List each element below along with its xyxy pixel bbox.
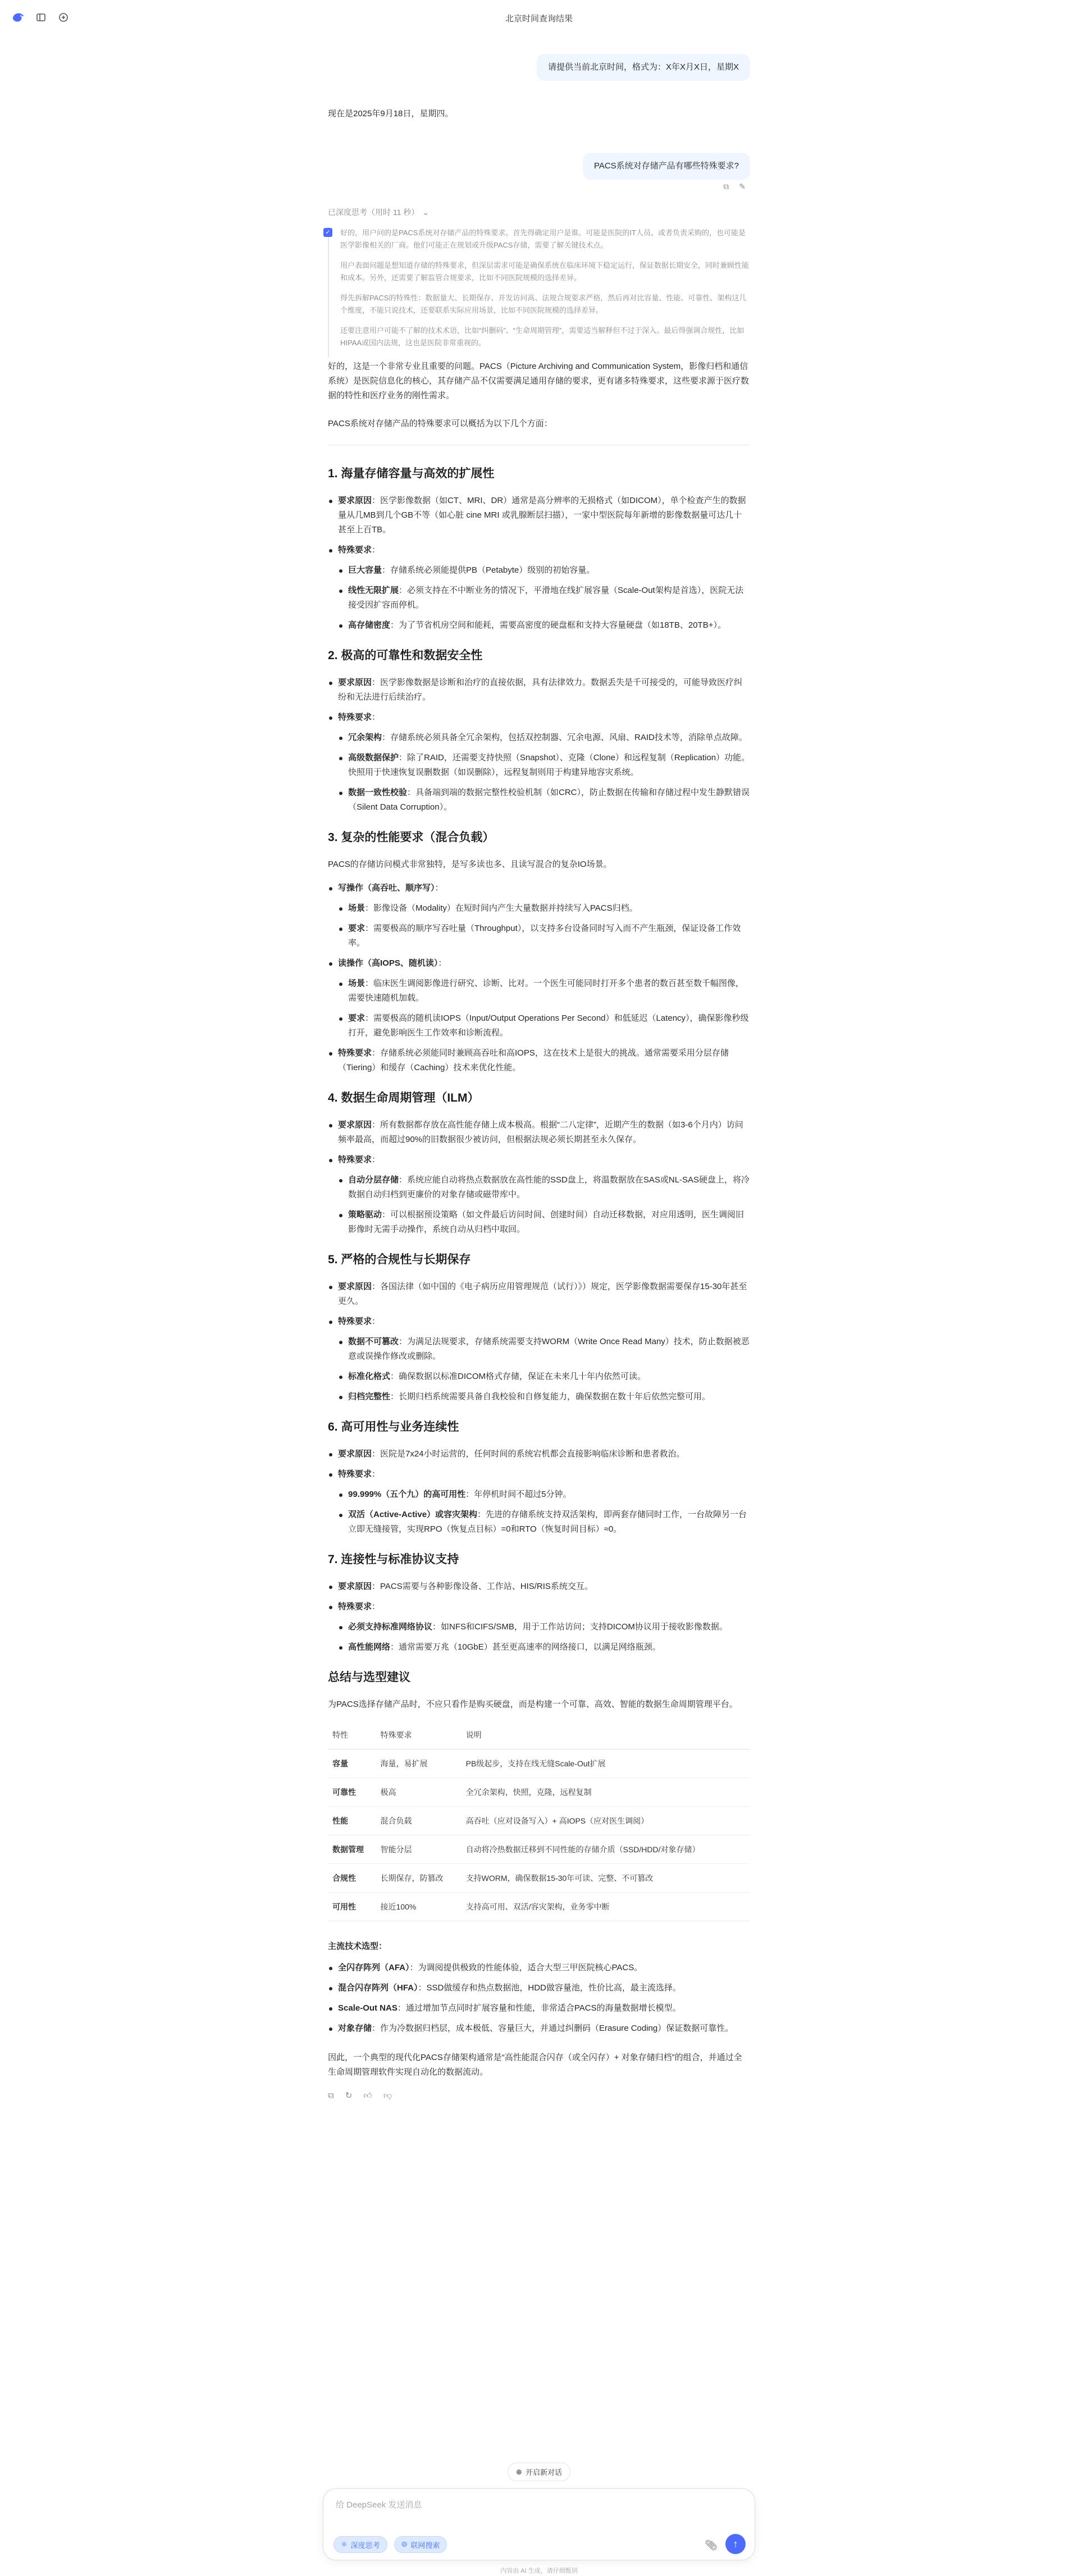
copy-icon[interactable]: ⧉ — [328, 2091, 334, 2100]
send-button[interactable] — [725, 2534, 746, 2554]
list-item: 标准化格式：确保数据以标准DICOM格式存储，保证在未来几十年内依然可读。 — [338, 1369, 750, 1384]
list-item: 归档完整性：长期归档系统需要具备自我校验和自修复能力，确保数据在数十年后依然完整可用。 — [338, 1390, 750, 1404]
list-item: 要求原因：各国法律（如中国的《电子病历应用管理规范（试行）》）规定，医学影像数据需要保存15-30年甚至更久。 — [328, 1280, 750, 1309]
column-header: 说明 — [462, 1721, 750, 1750]
list-item: 特殊要求： 99.999%（五个九）的高可用性：年停机时间不超过5分钟。 双活（Active-Active）或容灾架构：先进的存储系统支持双活架构，即两套存储同时工作，一台故障另一台立即无缝接管，实现RPO（恢复点目标）=0和RTO（恢复时间目标）≈0。 — [328, 1467, 750, 1537]
section-heading: 6. 高可用性与业务连续性 — [328, 1421, 459, 1433]
list-item: 场景：临床医生调阅影像进行研究、诊断、比对。一个医生可能同时打开多个患者的数百甚至数千幅图像，需要快速随机加载。 — [338, 976, 750, 1006]
list-item: 策略驱动：可以根据预设策略（如文件最后访问时间、创建时间）自动迁移数据，对应用透明，医生调阅旧影像时无需手动操作，系统自动从归档中取回。 — [338, 1208, 750, 1237]
list-item: 要求原因：PACS需要与各种影像设备、工作站、HIS/RIS系统交互。 — [328, 1579, 750, 1594]
thumbs-down-icon[interactable]: 👎︎ — [383, 2091, 392, 2100]
section-heading: 总结与选型建议 — [328, 1671, 410, 1684]
list-item: 要求：需要极高的随机读IOPS（Input/Output Operations Per Second）和低延迟（Latency），确保影像秒级打开，避免影响医生工作效率和诊断流程。 — [338, 1011, 750, 1040]
list-item: 全闪存阵列（AFA）：为调阅提供极致的性能体验，适合大型三甲医院核心PACS。 — [328, 1961, 750, 1975]
new-chat-icon: ⊕ — [516, 2467, 522, 2476]
list-item: Scale-Out NAS：通过增加节点同时扩展容量和性能，非常适合PACS的海量数据增长模型。 — [328, 2001, 750, 2016]
answer-intro: 好的，这是一个非常专业且重要的问题。PACS（Picture Archiving and Communication System，影像归档和通信系统）是医院信息化的核心，其存储产品不仅需要满足通用存储的要求，更有诸多特殊要求，这些要求源于医疗数据的特性和医疗业务的刚性需求。 — [328, 362, 750, 400]
column-header: 特殊要求 — [376, 1721, 462, 1750]
assistant-answer — [328, 359, 750, 2103]
page-title: 北京时间查询结果 — [505, 14, 573, 24]
deep-think-label: 深度思考 — [350, 2541, 380, 2550]
section-list — [328, 1118, 750, 1237]
ai-disclaimer: 内容由 AI 生成，请仔细甄别 — [500, 2568, 578, 2574]
copy-icon[interactable]: ⧉ — [723, 182, 729, 191]
regenerate-icon[interactable]: ↻ — [345, 2091, 353, 2100]
list-item: 写操作（高吞吐、顺序写）： 场景：影像设备（Modality）在短时间内产生大量数据并持续写入PACS归档。 要求：需要极高的顺序写吞吐量（Throughput），以支持多台设备同时写入而不产生瓶颈，保证设备工作效率。 — [328, 881, 750, 951]
section-heading: 2. 极高的可靠性和数据安全性 — [328, 649, 483, 662]
list-item: 高性能网络：通常需要万兆（10GbE）甚至更高速率的网络接口，以满足网络瓶颈。 — [338, 1640, 750, 1655]
new-chat-label: 开启新对话 — [525, 2468, 562, 2477]
table-row: 性能 混合负载 高吞吐（应对设备写入）+ 高IOPS（应对医生调阅） — [328, 1807, 750, 1835]
web-search-toggle[interactable] — [394, 2536, 447, 2553]
message-composer — [323, 2488, 755, 2560]
list-item: 混合闪存阵列（HFA）：SSD做缓存和热点数据池，HDD做容量池，性价比高，最主流选择。 — [328, 1981, 750, 1995]
section-list — [328, 881, 750, 1075]
list-item: 要求：需要极高的顺序写吞吐量（Throughput），以支持多台设备同时写入而不产生瓶颈，保证设备工作效率。 — [338, 921, 750, 951]
thinking-paragraph: 好的，用户问的是PACS系统对存储产品的特殊要求。首先得确定用户是谁。可能是医院的IT人员、或者负责采购的，也可能是医学影像相关的厂商。他们可能正在规划或升级PACS存储，需要了解关键技术点。 — [340, 229, 746, 249]
check-icon: ✓ — [323, 228, 332, 237]
assistant-message: 现在是2025年9月18日，星期四。 — [328, 109, 454, 118]
table-row: 数据管理 智能分层 自动将冷热数据迁移到不同性能的存储介质（SSD/HDD/对象存储） — [328, 1835, 750, 1864]
answer-lead: PACS系统对存储产品的特殊要求可以概括为以下几个方面： — [328, 419, 552, 428]
list-item: 特殊要求： 数据不可篡改：为满足法规要求，存储系统需要支持WORM（Write Once Read Many）技术，防止数据被恶意或误操作修改或删除。 标准化格式：确保数据以标准DICOM格式存储，保证在未来几十年内依然可读。 归档完整性：长期归档系统需要具备自我校验和自修复能力，确保数据在数十年后依然完整可用。 — [328, 1314, 750, 1404]
table-row: 可用性 接近100% 支持高可用、双活/容灾架构，业务零中断 — [328, 1893, 750, 1921]
section-heading: 4. 数据生命周期管理（ILM） — [328, 1091, 479, 1104]
chevron-down-icon: ⌄ — [422, 207, 430, 217]
list-item: 要求原因：所有数据都存放在高性能存储上成本极高。根据“二八定律”，近期产生的数据（如3-6个月内）访问频率最高，而超过90%的旧数据很少被访问，但根据法规必须长期甚至永久保存。 — [328, 1118, 750, 1147]
list-item: 双活（Active-Active）或容灾架构：先进的存储系统支持双活架构，即两套存储同时工作，一台故障另一台立即无缝接管，实现RPO（恢复点目标）=0和RTO（恢复时间目标）≈0。 — [338, 1508, 750, 1537]
paperclip-icon[interactable]: 📎︎ — [705, 2540, 718, 2551]
list-item: 要求原因：医学影像数据是诊断和治疗的直接依据，具有法律效力。数据丢失是千可接受的，可能导致医疗纠纷和无法进行后续治疗。 — [328, 675, 750, 705]
answer-closing: 因此，一个典型的现代化PACS存储架构通常是“高性能混合闪存（或全闪存）+ 对象存储归档”的组合，并通过全生命周期管理软件实现自动化的数据流动。 — [328, 2053, 742, 2077]
section-list — [328, 1280, 750, 1404]
user-message: PACS系统对存储产品有哪些特殊要求? — [583, 153, 750, 180]
tech-heading: 主流技术选型： — [328, 1942, 387, 1951]
thumbs-up-icon[interactable]: 👍︎ — [363, 2091, 372, 2100]
list-item: 数据一致性校验：具备端到端的数据完整性校验机制（如CRC），防止数据在传输和存储过程中发生静默错误（Silent Data Corruption）。 — [338, 785, 750, 815]
list-item: 高存储密度：为了节省机房空间和能耗，需要高密度的硬盘框和支持大容量硬盘（如18TB、20TB+）。 — [338, 618, 750, 633]
thinking-content — [325, 227, 750, 357]
list-item: 数据不可篡改：为满足法规要求，存储系统需要支持WORM（Write Once Read Many）技术，防止数据被恶意或误操作修改或删除。 — [338, 1335, 750, 1364]
section-heading: 3. 复杂的性能要求（混合负载） — [328, 831, 495, 844]
message-actions — [723, 182, 746, 191]
list-item: 冗余架构：存储系统必须具备全冗余架构，包括双控制器、冗余电源、风扇、RAID技术等，消除单点故障。 — [338, 730, 750, 745]
table-row: 可靠性 极高 全冗余架构，快照，克隆，远程复制 — [328, 1778, 750, 1807]
section-list — [328, 494, 750, 633]
section-list — [328, 675, 750, 815]
section-list — [328, 1447, 750, 1537]
list-item: 特殊要求：存储系统必须能同时兼顾高吞吐和高IOPS，这在技术上是很大的挑战。通常需要采用分层存储（Tiering）和缓存（Caching）技术来优化性能。 — [328, 1046, 750, 1075]
thinking-paragraph: 用户表面问题是想知道存储的特殊要求，但深层需求可能是确保系统在临床环境下稳定运行，保证数据长期安全，同时兼顾性能和成本。另外，还需要了解监管合规要求，比如不同医院规模的选择差异。 — [340, 261, 750, 282]
thinking-label: 已深度思考（用时 11 秒） — [328, 208, 419, 217]
section-list — [328, 1579, 750, 1655]
list-item: 要求原因：医学影像数据（如CT、MRI、DR）通常是高分辨率的无损格式（如DICOM），单个检查产生的数据量从几MB到几个GB不等（如心脏 cine MRI 或乳腺断层扫描），一家中型医院每年新增的影像数据量可达几十甚至上百TB。 — [328, 494, 750, 537]
list-item: 99.999%（五个九）的高可用性：年停机时间不超过5分钟。 — [338, 1487, 750, 1502]
list-item: 高级数据保护：除了RAID，还需要支持快照（Snapshot）、克隆（Clone）和远程复制（Replication）功能。快照用于快速恢复误删数据（如误删除），远程复制则用于构建异地容灾系统。 — [338, 751, 750, 780]
web-search-label: 联网搜索 — [410, 2541, 440, 2550]
list-item: 必须支持标准网络协议：如NFS和CIFS/SMB，用于工作站访问；支持DICOM协议用于接收影像数据。 — [338, 1620, 750, 1634]
thinking-paragraph: 得先拆解PACS的特殊性：数据量大、长期保存、并发访问高、法规合规要求严格，然后再对比容量、性能、可靠性、架构这几个维度，不能只说技术，还要联系实际应用场景，比如不同医院规模的选择差异。 — [340, 294, 747, 314]
table-row: 容量 海量，易扩展 PB级起步，支持在线无缝Scale-Out扩展 — [328, 1750, 750, 1778]
list-item: 要求原因：医院是7x24小时运营的，任何时间的系统宕机都会直接影响临床诊断和患者救治。 — [328, 1447, 750, 1461]
list-item: 读操作（高IOPS、随机读）： 场景：临床医生调阅影像进行研究、诊断、比对。一个医生可能同时打开多个患者的数百甚至数千幅图像，需要快速随机加载。 要求：需要极高的随机读IOPS（Input/Output Operations Per Second）和低延迟（Latency），确保影像秒级打开，避免影响医生工作效率和诊断流程。 — [328, 956, 750, 1040]
list-item: 特殊要求： 必须支持标准网络协议：如NFS和CIFS/SMB，用于工作站访问；支持DICOM协议用于接收影像数据。 高性能网络：通常需要万兆（10GbE）甚至更高速率的网络接口，以满足网络瓶颈。 — [328, 1600, 750, 1655]
section-heading: 1. 海量存储容量与高效的扩展性 — [328, 467, 495, 480]
atom-icon: ⚛ — [341, 2540, 348, 2548]
list-item: 对象存储：作为冷数据归档层，成本极低、容量巨大，并通过纠删码（Erasure Coding）保证数据可靠性。 — [328, 2021, 750, 2036]
section-heading: 7. 连接性与标准协议支持 — [328, 1553, 459, 1566]
globe-icon: 🌐︎ — [401, 2540, 408, 2548]
table-row: 合规性 长期保存，防篡改 支持WORM，确保数据15-30年可读、完整、不可篡改 — [328, 1864, 750, 1893]
section-heading: 5. 严格的合规性与长期保存 — [328, 1253, 471, 1266]
arrow-up-icon: ↑ — [733, 2538, 738, 2550]
section-lead: PACS的存储访问模式非常独特，是写多读也多、且读写混合的复杂IO场景。 — [328, 860, 612, 869]
summary-table — [328, 1721, 750, 1921]
tech-list — [328, 1961, 750, 2036]
list-item: 特殊要求： 冗余架构：存储系统必须具备全冗余架构，包括双控制器、冗余电源、风扇、RAID技术等，消除单点故障。 高级数据保护：除了RAID，还需要支持快照（Snapshot）、克隆（Clone）和远程复制（Replication）功能。快照用于快速恢复误删数据（如误删除），远程复制则用于构建异地容灾系统。 数据一致性校验：具备端到端的数据完整性校验机制（如CRC），防止数据在传输和存储过程中发生静默错误（Silent Data Corruption）。 — [328, 710, 750, 815]
answer-actions — [328, 2089, 750, 2103]
new-chat-button[interactable] — [508, 2463, 570, 2481]
list-item: 特殊要求： 巨大容量：存储系统必须能提供PB（Petabyte）级别的初始容量。 线性无限扩展：必须支持在不中断业务的情况下，平滑地在线扩展容量（Scale-Out架构是首选），医院无法接受因扩容而停机。 高存储密度：为了节省机房空间和能耗，需要高密度的硬盘框和支持大容量硬盘（如18TB、20TB+）。 — [328, 543, 750, 633]
deep-think-toggle[interactable] — [334, 2536, 387, 2553]
edit-icon[interactable]: ✎ — [739, 182, 746, 191]
user-message: 请提供当前北京时间，格式为：X年X月X日，星期X — [537, 54, 750, 81]
list-item: 线性无限扩展：必须支持在不中断业务的情况下，平滑地在线扩展容量（Scale-Out架构是首选），医院无法接受因扩容而停机。 — [338, 583, 750, 613]
table-header-row — [328, 1721, 750, 1750]
thinking-toggle[interactable] — [328, 207, 429, 218]
list-item: 巨大容量：存储系统必须能提供PB（Petabyte）级别的初始容量。 — [338, 563, 750, 578]
list-item: 自动分层存储：系统应能自动将热点数据放在高性能的SSD盘上，将温数据放在SAS或NL-SAS硬盘上，将冷数据自动归档到更廉价的对象存储或磁带库中。 — [338, 1173, 750, 1202]
list-item: 场景：影像设备（Modality）在短时间内产生大量数据并持续写入PACS归档。 — [338, 901, 750, 916]
summary-text: 为PACS选择存储产品时，不应只看作是购买硬盘，而是构建一个可靠、高效、智能的数据生命周期管理平台。 — [328, 1700, 738, 1709]
list-item: 特殊要求： 自动分层存储：系统应能自动将热点数据放在高性能的SSD盘上，将温数据放在SAS或NL-SAS硬盘上，将冷数据自动归档到更廉价的对象存储或磁带库中。 策略驱动：可以根据预设策略（如文件最后访问时间、创建时间）自动迁移数据，对应用透明，医生调阅旧影像时无需手动操作，系统自动从归档中取回。 — [328, 1153, 750, 1237]
thinking-paragraph: 还要注意用户可能不了解的技术术语，比如“纠删码”、“生命周期管理”，需要适当解释但不过于深入。最后得强调合规性，比如HIPAA或国内法规，这也是医院非常重视的。 — [340, 326, 744, 347]
column-header: 特性 — [328, 1721, 376, 1750]
message-input[interactable] — [336, 2500, 740, 2510]
